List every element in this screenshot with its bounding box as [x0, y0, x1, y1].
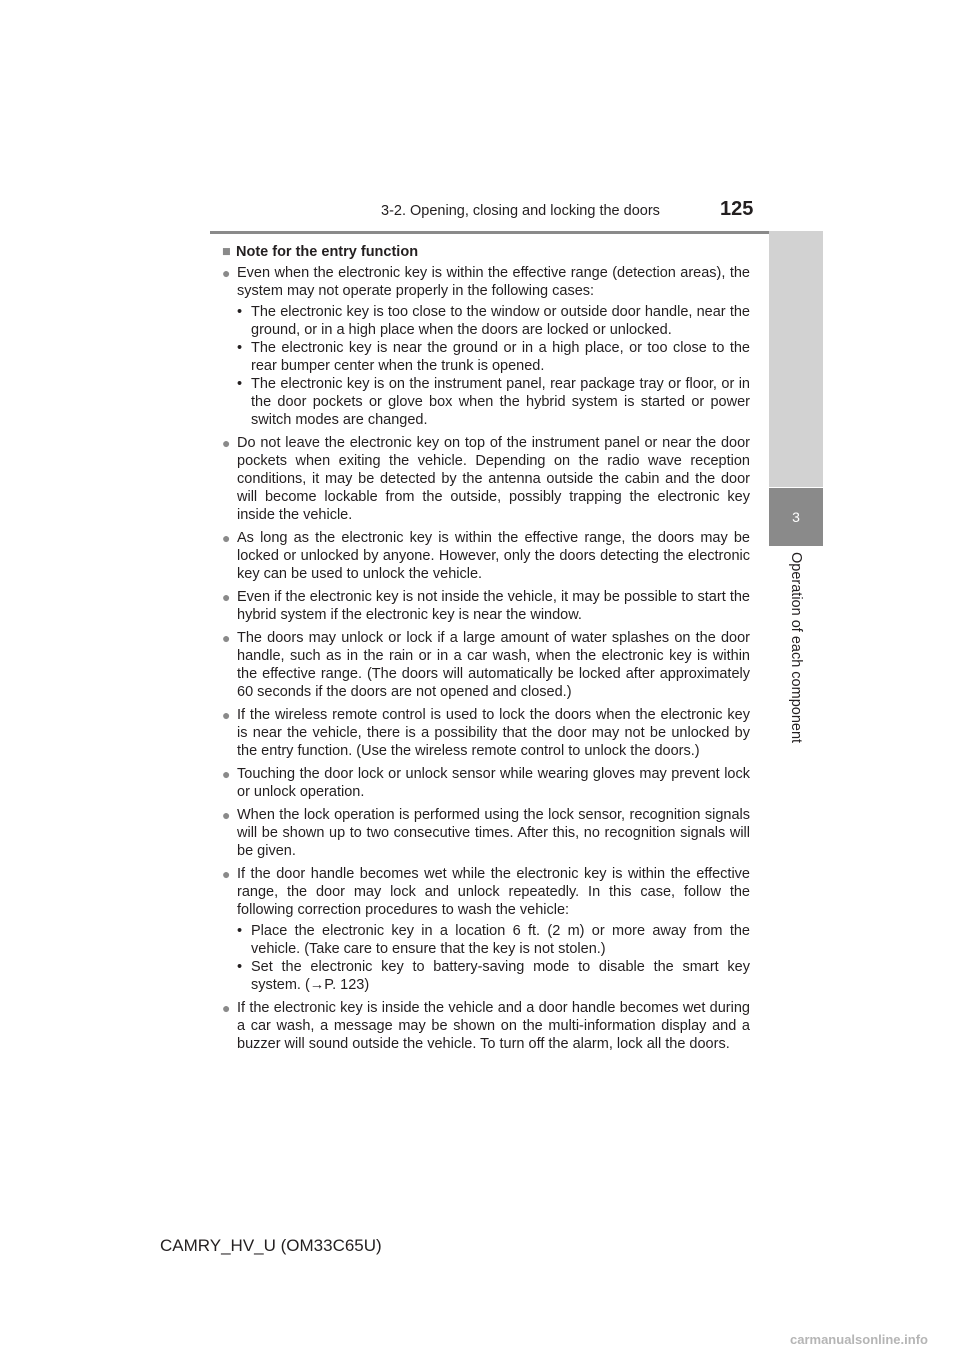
- model-code: CAMRY_HV_U (OM33C65U): [160, 1236, 382, 1255]
- list-item-body: [237, 806, 750, 860]
- circle-bullet-icon: ●: [222, 766, 231, 782]
- circle-bullet-icon: ●: [222, 530, 231, 546]
- circle-bullet-icon: ●: [222, 707, 231, 723]
- sub-list-item-text: The electronic key is near the ground or in a high place, or too close to the rear bumper center when the trunk is opened.: [251, 340, 750, 374]
- section-heading-text: Note for the entry function: [236, 244, 419, 260]
- section-title: 3-2. Opening, closing and locking the doors: [381, 203, 660, 219]
- chapter-tab-top: [769, 231, 823, 487]
- list-item-text: When the lock operation is performed using the lock sensor, recognition signals will be shown up to two consecutive times. After this, no recognition signals will be given.: [237, 807, 750, 859]
- list-item-text: Touching the door lock or unlock sensor while wearing gloves may prevent lock or unlock operation.: [237, 766, 750, 800]
- list-item-body: [237, 434, 750, 524]
- list-item: [222, 529, 750, 583]
- dot-bullet-icon: •: [237, 340, 243, 356]
- list-item: [222, 434, 750, 524]
- sub-list-item: [237, 375, 750, 429]
- list-item: [222, 999, 750, 1053]
- list-item: [222, 865, 750, 994]
- list-item-text: Even when the electronic key is within the effective range (detection areas), the system may not operate properly in the following cases:: [237, 265, 750, 299]
- list-item-text: If the electronic key is inside the vehicle and a door handle becomes wet during a car wash, a message may be shown on the multi-information display and a buzzer will sound outside the vehicle. To turn off the alarm, lock all the doors.: [237, 1000, 750, 1052]
- list-item-body: [237, 706, 750, 760]
- list-item-body: [237, 999, 750, 1053]
- list-item-text: If the door handle becomes wet while the electronic key is within the effective range, the door may lock and unlock repeatedly. In this case, follow the following correction procedures to wash the vehicle:: [237, 866, 750, 918]
- sub-list-item-text: Set the electronic key to battery-saving mode to disable the smart key system. (→P. 123): [251, 959, 750, 993]
- list-item: [222, 765, 750, 801]
- list-item: [222, 264, 750, 429]
- list-item-text: Even if the electronic key is not inside the vehicle, it may be possible to start the hybrid system if the electronic key is near the window.: [237, 589, 750, 623]
- list-item: [222, 806, 750, 860]
- dot-bullet-icon: •: [237, 376, 243, 392]
- chapter-title: Operation of each component: [788, 552, 804, 744]
- list-item-text: Do not leave the electronic key on top of the instrument panel or near the door pockets when exiting the vehicle. Depending on the radio wave reception conditions, it may be detected by the antenna outside the cabin and the door will become lockable from the outside, possibly trapping the electronic key inside the vehicle.: [237, 435, 750, 523]
- circle-bullet-icon: ●: [222, 265, 231, 281]
- list-item-body: [237, 629, 750, 701]
- watermark: carmanualsonline.info: [790, 1332, 928, 1347]
- list-item-body: [237, 264, 750, 429]
- list-item-body: [237, 865, 750, 994]
- list-item-body: [237, 529, 750, 583]
- circle-bullet-icon: ●: [222, 630, 231, 646]
- sub-list: [237, 922, 750, 994]
- circle-bullet-icon: ●: [222, 866, 231, 882]
- sub-list-item-text: The electronic key is too close to the window or outside door handle, near the ground, or in a high place when the doors are locked or unlocked.: [251, 304, 750, 338]
- header-divider: [210, 231, 822, 234]
- list-item: [222, 629, 750, 701]
- list-item-body: [237, 588, 750, 624]
- circle-bullet-icon: ●: [222, 1000, 231, 1016]
- dot-bullet-icon: •: [237, 959, 243, 975]
- page-number: 125: [720, 198, 754, 220]
- list-item-text: The doors may unlock or lock if a large amount of water splashes on the door handle, such as in the rain or in a car wash, when the electronic key is within the effective range. (The doors will automatically be locked after approximately 60 seconds if the doors are not opened and closed.): [237, 630, 750, 700]
- sub-list-item: [237, 303, 750, 339]
- sub-list-item-text: The electronic key is on the instrument panel, rear package tray or floor, or in the door pockets or glove box when the hybrid system is started or power switch modes are changed.: [251, 376, 750, 428]
- circle-bullet-icon: ●: [222, 435, 231, 451]
- list-item-text: If the wireless remote control is used to lock the doors when the electronic key is near the vehicle, there is a possibility that the door may not be unlocked by the entry function. (Use the wireless remote control to unlock the doors.): [237, 707, 750, 759]
- circle-bullet-icon: ●: [222, 589, 231, 605]
- note-list: [222, 264, 750, 1053]
- square-bullet-icon: ■: [222, 244, 231, 260]
- list-item-body: [237, 765, 750, 801]
- sub-list-item-text: Place the electronic key in a location 6 ft. (2 m) or more away from the vehicle. (Take care to ensure that the key is not stolen.): [251, 923, 750, 957]
- circle-bullet-icon: ●: [222, 807, 231, 823]
- sub-list-item: [237, 922, 750, 958]
- sub-list-item: [237, 958, 750, 994]
- sub-list: [237, 303, 750, 429]
- sub-list-item: [237, 339, 750, 375]
- dot-bullet-icon: •: [237, 304, 243, 320]
- page-content: [222, 243, 750, 1058]
- chapter-number: 3: [769, 488, 823, 546]
- list-item-text: As long as the electronic key is within the effective range, the doors may be locked or unlocked by anyone. However, only the doors detecting the electronic key can be used to unlock the vehicle.: [237, 530, 750, 582]
- list-item: [222, 588, 750, 624]
- list-item: [222, 706, 750, 760]
- section-heading: [222, 243, 750, 261]
- dot-bullet-icon: •: [237, 923, 243, 939]
